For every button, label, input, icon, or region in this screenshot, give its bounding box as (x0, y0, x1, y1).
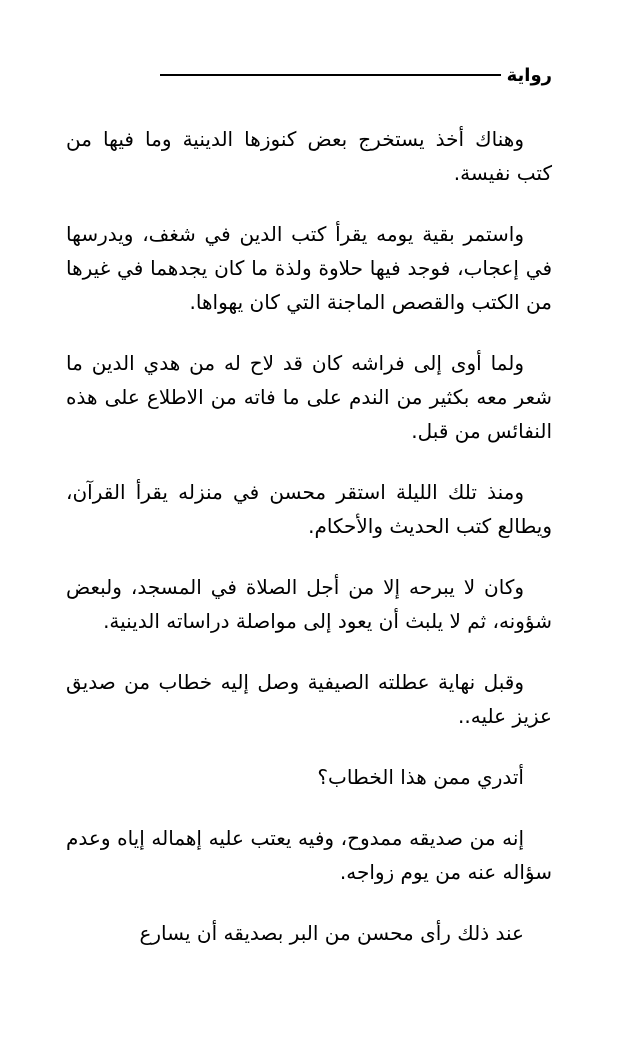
paragraph: وقبل نهاية عطلته الصيفية وصل إليه خطاب من صديق عزيز عليه.. (66, 670, 552, 728)
running-header (160, 60, 552, 90)
paragraph: وهناك أخذ يستخرج بعض كنوزها الدينية وما فيها من كتب نفيسة. (66, 127, 552, 185)
paragraph: أتدري ممن هذا الخطاب؟ (317, 765, 524, 789)
paragraph: وكان لا يبرحه إلا من أجل الصلاة في المسجد، ولبعض شؤونه، ثم لا يلبث أن يعود إلى مواصلة دراساته الدينية. (66, 575, 552, 633)
paragraph: ومنذ تلك الليلة استقر محسن في منزله يقرأ القرآن، ويطالع كتب الحديث والأحكام. (66, 480, 552, 538)
paragraph: إنه من صديقه ممدوح، وفيه يعتب عليه إهماله إياه وعدم سؤاله عنه من يوم زواجه. (66, 826, 552, 884)
header-rule (160, 74, 501, 76)
paragraph: عند ذلك رأى محسن من البر بصديقه أن يسارع (139, 921, 524, 945)
body-text (66, 122, 552, 977)
paragraph: ولما أوى إلى فراشه كان قد لاح له من هدي الدين ما شعر معه بكثير من الندم على ما فاته من الاطلاع على هذه النفائس من قبل. (66, 351, 552, 443)
header-label: رواية (506, 64, 552, 86)
paragraph: واستمر بقية يومه يقرأ كتب الدين في شغف، ويدرسها في إعجاب، فوجد فيها حلاوة ولذة ما كان يجدهما في غيرها من الكتب والقصص الماجنة التي كان يهواها. (66, 222, 552, 314)
